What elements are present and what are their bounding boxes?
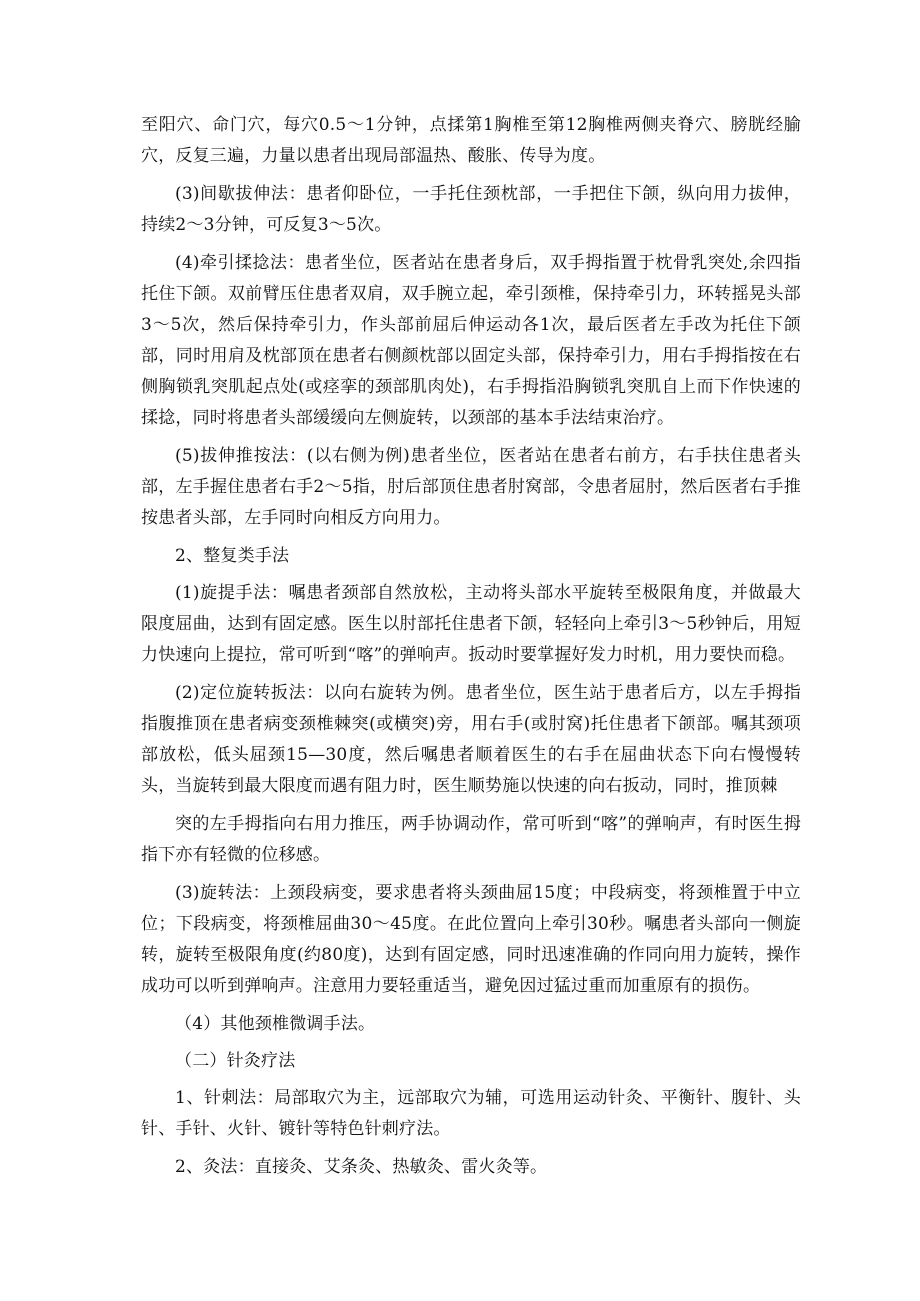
section-heading-acupuncture: （二）针灸疗法 xyxy=(175,1051,296,1071)
paragraph-acupuncture: 1、针刺法：局部取穴为主，远部取穴为辅，可选用运动针灸、平衡针、腹针、头针、手针、火针、镀针等特色针刺疗法。 xyxy=(141,1088,801,1139)
paragraph-positioning-rotation-cont: 突的左手拇指向右用力推压，两手协调动作，常可听到“喀”的弹响声，有时医生拇指下亦有轻微的位移感。 xyxy=(141,814,801,865)
paragraph-moxibustion: 2、灸法：直接灸、艾条灸、热敏灸、雷火灸等。 xyxy=(175,1157,548,1177)
paragraph-intermittent-traction: (3)间歇拔伸法：患者仰卧位，一手托住颈枕部，一手把住下颌，纵向用力拔伸，持续2～3分钟，可反复3～5次。 xyxy=(141,184,801,235)
paragraph-rotation-method: (3)旋转法：上颈段病变，要求患者将头颈曲屈15度；中段病变，将颈椎置于中立位；下段病变，将颈椎屈曲30～45度。在此位置向上牵引30秒。嘱患者头部向一侧旋转，旋转至极限角度(约80度)，达到有固定感，同时迅速准确的作同向用力旋转，操作成功可以听到弹响声。注意用力要轻重适当，避免因过猛过重而加重原有的损伤。 xyxy=(141,883,801,996)
section-heading-reduction: 2、整复类手法 xyxy=(175,546,290,566)
paragraph-other-adjustments: （4）其他颈椎微调手法。 xyxy=(175,1014,376,1034)
paragraph-continuation: 至阳穴、命门穴，每穴0.5～1分钟，点揉第1胸椎至第12胸椎两侧夹脊穴、膀胱经腧穴，反复三遍，力量以患者出现局部温热、酸胀、传导为度。 xyxy=(141,115,801,166)
paragraph-traction-pushing: (5)拔伸推按法：(以右侧为例)患者坐位，医者站在患者右前方，右手扶住患者头部，左手握住患者右手2～5指，肘后部顶住患者肘窝部，令患者屈肘，然后医者右手推按患者头部，左手同时向相反方向用力。 xyxy=(141,446,801,528)
paragraph-positioning-rotation: (2)定位旋转扳法：以向右旋转为例。患者坐位，医生站于患者后方，以左手拇指指腹推顶在患者病变颈椎棘突(或横突)旁，用右手(或肘窝)托住患者下颌部。嘱其颈项部放松，低头屈颈15—30度，然后嘱患者顺着医生的右手在屈曲状态下向右慢慢转头，当旋转到最大限度而遇有阻力时，医生顺势施以快速的向右扳动，同时，推顶棘 xyxy=(141,683,801,796)
document-body xyxy=(141,110,801,1190)
paragraph-traction-kneading: (4)牵引揉捻法：患者坐位，医者站在患者身后，双手拇指置于枕骨乳突处,余四指托住下颌。双前臂压住患者双肩，双手腕立起，牵引颈椎，保持牵引力，环转摇晃头部3～5次，然后保持牵引力，作头部前屈后伸运动各1次，最后医者左手改为托住下颌部，同时用肩及枕部顶在患者右侧颜枕部以固定头部，保持牵引力，用右手拇指按在右侧胸锁乳突肌起点处(或痉挛的颈部肌肉处)，右手拇指沿胸锁乳突肌自上而下作快速的揉捻，同时将患者头部缓缓向左侧旋转，以颈部的基本手法结束治疗。 xyxy=(141,253,801,428)
paragraph-rotation-lifting: (1)旋提手法：嘱患者颈部自然放松，主动将头部水平旋转至极限角度，并做最大限度屈曲，达到有固定感。医生以肘部托住患者下颌，轻轻向上牵引3～5秒钟后，用短力快速向上提拉，常可听到“喀”的弹响声。扳动时要掌握好发力时机，用力要快而稳。 xyxy=(141,583,801,665)
